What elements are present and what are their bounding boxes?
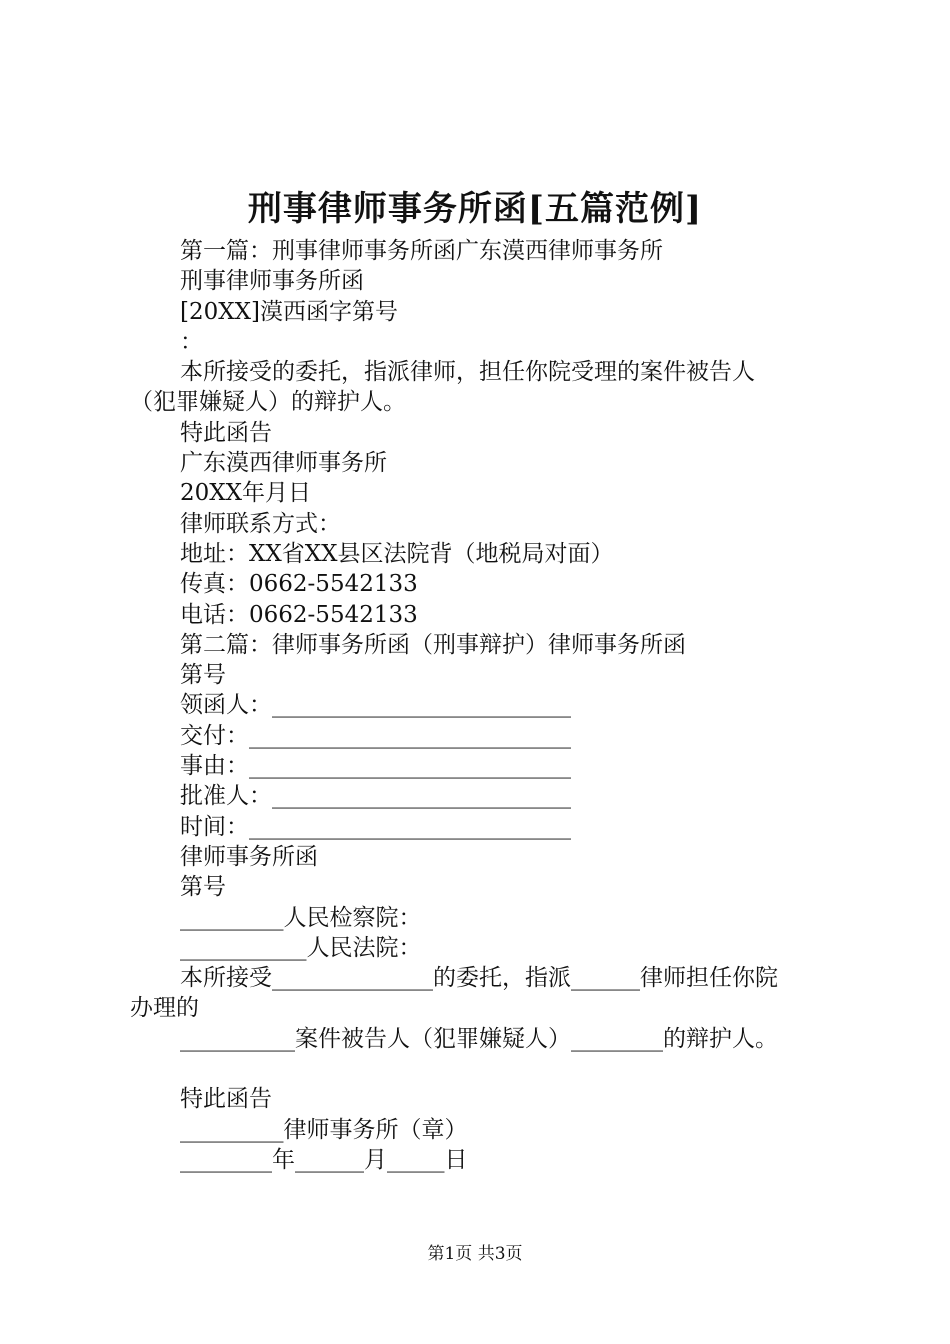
text-line: 广东漠西律师事务所 xyxy=(180,450,387,477)
text-line: 地址：XX省XX县区法院背（地税局对面） xyxy=(180,540,614,567)
text-line: 第二篇：律师事务所函（刑事辩护）律师事务所函 xyxy=(180,631,686,658)
text-line: 传真：0662-5542133 xyxy=(180,571,418,598)
text-line: 第号 xyxy=(180,662,226,689)
text-line: 本所接受______________的委托，指派______律师担任你院 xyxy=(180,965,778,992)
text-line: ___________人民法院： xyxy=(180,934,422,961)
text-line: 律师联系方式： xyxy=(180,510,341,537)
form-field-line: 交付：____________________________ xyxy=(180,722,571,749)
text-line: _________律师事务所（章） xyxy=(180,1116,468,1143)
text-line: 第一篇：刑事律师事务所函广东漠西律师事务所 xyxy=(180,238,663,264)
text-line: 办理的 xyxy=(130,995,199,1022)
text-line: ： xyxy=(180,328,203,355)
form-field-line: 领函人：__________________________ xyxy=(180,692,571,719)
text-line: _________人民检察院： xyxy=(180,904,422,931)
text-line: __________案件被告人（犯罪嫌疑人）________的辩护人。 xyxy=(180,1025,778,1052)
text-line: 刑事律师事务所函 xyxy=(180,268,364,295)
text-line: ________年______月_____日 xyxy=(180,1146,468,1173)
text-line: 第号 xyxy=(180,874,226,901)
text-line: 特此函告 xyxy=(180,1086,272,1113)
form-field-line: 批准人：__________________________ xyxy=(180,783,571,810)
text-line: 律师事务所函 xyxy=(180,843,318,870)
text-line: 电话：0662-5542133 xyxy=(180,601,418,628)
text-line: （犯罪嫌疑人）的辩护人。 xyxy=(130,389,406,416)
text-line: [20XX]漠西函字第号 xyxy=(180,298,398,325)
page-number-footer: 第1页 共3页 xyxy=(427,1244,523,1264)
form-field-line: 事由：____________________________ xyxy=(180,753,571,780)
text-line: 本所接受的委托，指派律师，担任你院受理的案件被告人 xyxy=(180,359,755,386)
text-line: 特此函告 xyxy=(180,419,272,446)
blank-line xyxy=(130,1054,840,1084)
text-line: 20XX年月日 xyxy=(180,480,312,507)
form-field-line: 时间：____________________________ xyxy=(180,813,571,840)
document-body xyxy=(130,236,840,1175)
document-title: 刑事律师事务所函[五篇范例] xyxy=(247,189,703,229)
